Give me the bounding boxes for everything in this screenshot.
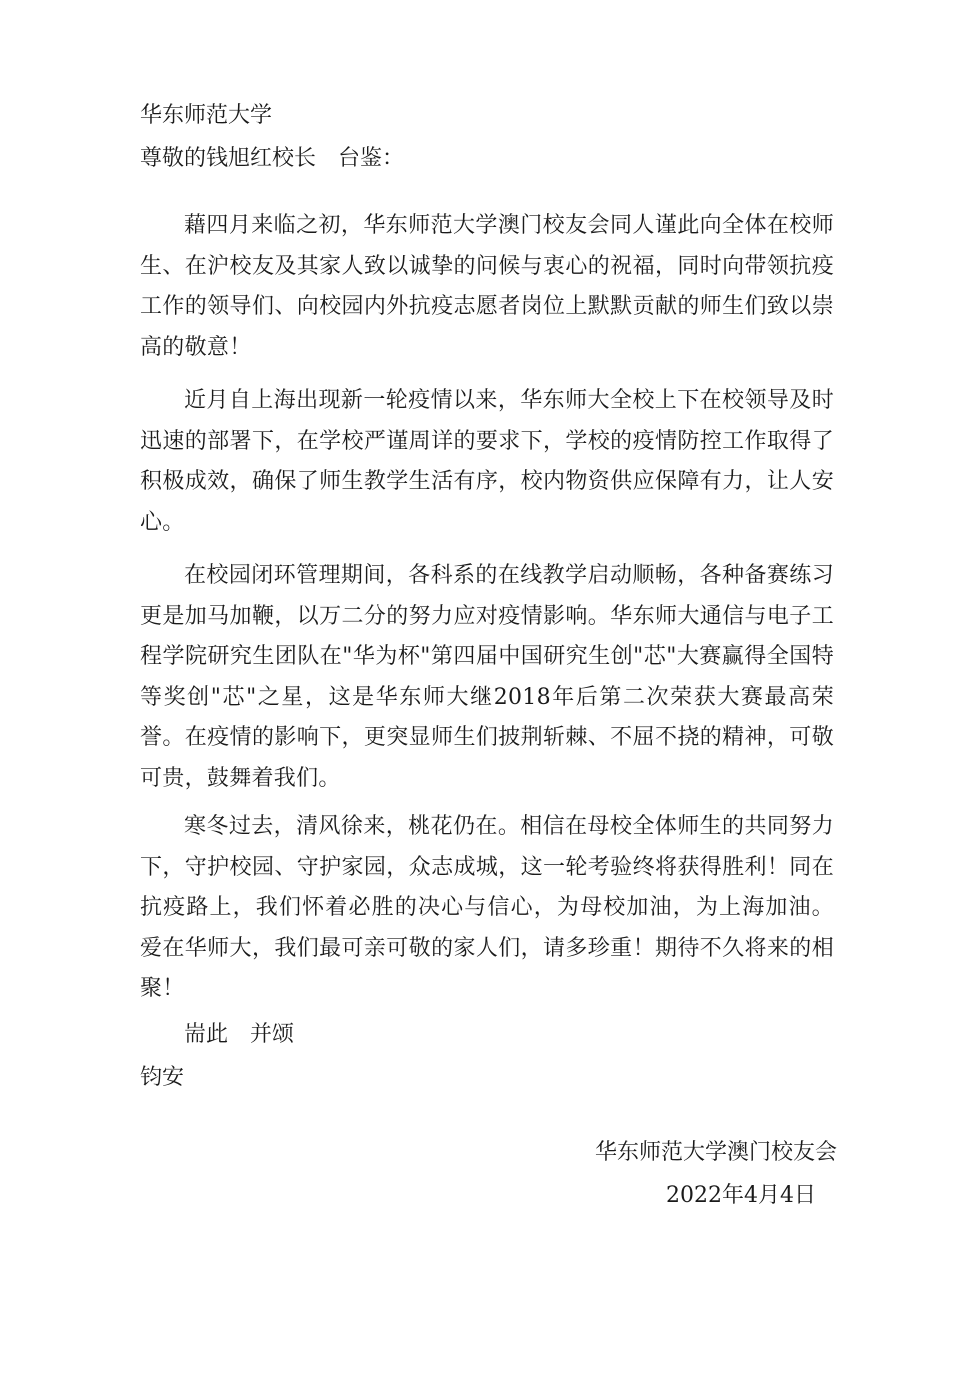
paragraph-2: 近月自上海出现新一轮疫情以来，华东师大全校上下在校领导及时迅速的部署下，在学校严谨周详的要求下，学校的疫情防控工作取得了积极成效，确保了师生教学生活有序，校内物资供应保障有力，让人安心。 — [140, 388, 834, 535]
recipient-org: 华东师范大学 — [140, 103, 273, 128]
salutation: 尊敬的钱旭红校长 台鉴： — [140, 146, 405, 171]
paragraph-4: 寒冬过去，清风徐来，桃花仍在。相信在母校全体师生的共同努力下，守护校园、守护家园，众志成城，这一轮考验终将获得胜利！同在抗疫路上，我们怀着必胜的决心与信心，为母校加油，为上海加油。 爱在华师大，我们最可亲可敬的家人们，请多珍重！期待不久将来的相聚！ — [140, 814, 834, 1002]
closing-line-2: 钧安 — [140, 1065, 185, 1090]
paragraph-1: 藉四月来临之初，华东师范大学澳门校友会同人谨此向全体在校师生、在沪校友及其家人致以诚挚的问候与衷心的祝福，同时向带领抗疫工作的领导们、向校园内外抗疫志愿者岗位上默默贡献的师生们致以崇高的敬意！ — [140, 213, 834, 360]
signature-org: 华东师范大学澳门校友会 — [594, 1140, 837, 1165]
closing-line-1: 耑此 并颂 — [184, 1022, 295, 1047]
paragraph-3: 在校园闭环管理期间，各科系的在线教学启动顺畅，各种备赛练习更是加马加鞭，以万二分的努力应对疫情影响。华东师大通信与电子工程学院研究生团队在"华为杯"第四届中国研究生创"芯"大赛赢得全国特等奖创"芯"之星，这是华东师大继2018年后第二次荣获大赛最高荣誉。在疫情的影响下，更突显师生们披荆斩棘、不屈不挠的精神，可敬可贵，鼓舞着我们。 — [140, 563, 834, 791]
signature-date: 2022年4月4日 — [666, 1183, 816, 1208]
